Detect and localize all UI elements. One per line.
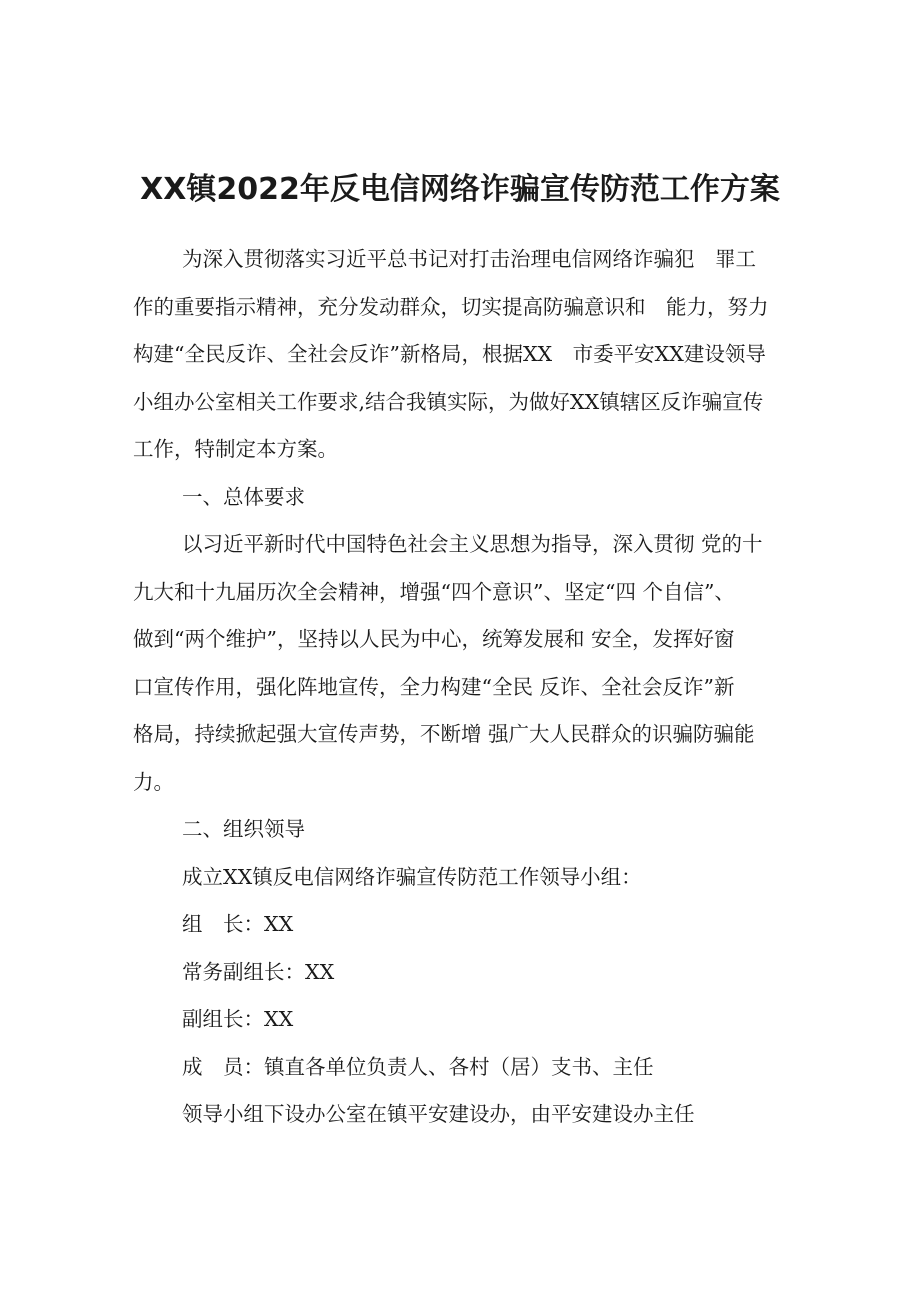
text-line: 小组办公室相关工作要求,结合我镇实际，为做好XX镇辖区反诈骗宣传: [133, 389, 764, 414]
text-line: 为深入贯彻落实习近平总书记对打击治理电信网络诈骗犯 罪工: [182, 247, 756, 271]
text-line: 工作，特制定本方案。: [133, 437, 338, 461]
text-line: 九大和十九届历次全会精神，增强“四个意识”、坚定“四 个自信”、: [133, 579, 735, 604]
executive-deputy-leader-line: 常务副组长：XX: [182, 959, 335, 984]
text-line: 作的重要指示精神，充分发动群众，切实提高防骗意识和 能力，努力: [133, 294, 769, 319]
intro-paragraph: [133, 236, 793, 474]
deputy-leader-line: 副组长：XX: [182, 1007, 294, 1031]
text-line: 力。: [133, 769, 174, 794]
document-body: [133, 236, 793, 1139]
section-heading-organization: 二、组织领导: [182, 817, 305, 841]
leadership-group-line: 成立XX镇反电信网络诈骗宣传防范工作领导小组：: [182, 864, 642, 889]
section-heading-general-requirements: 一、总体要求: [182, 484, 305, 509]
document-title: XX镇2022年反电信网络诈骗宣传防范工作方案: [140, 172, 780, 207]
members-line: 成 员：镇直各单位负责人、各村（居）支书、主任: [182, 1054, 654, 1079]
text-line: 做到“两个维护”，坚持以人民为中心，统筹发展和 安全，发挥好窗: [133, 627, 735, 651]
text-line: 构建“全民反诈、全社会反诈”新格局，根据XX 市委平安XX建设领导: [133, 342, 766, 366]
group-leader-line: 组 长：XX: [182, 912, 294, 936]
text-line: 格局，持续掀起强大宣传声势，不断增 强广大人民群众的识骗防骗能: [133, 722, 755, 746]
office-line: 领导小组下设办公室在镇平安建设办，由平安建设办主任: [182, 1102, 695, 1126]
text-line: 口宣传作用，强化阵地宣传，全力构建“全民 反诈、全社会反诈”新: [133, 674, 735, 699]
text-line: 以习近平新时代中国特色社会主义思想为指导，深入贯彻 党的十: [182, 532, 763, 556]
general-requirements-paragraph: [133, 521, 793, 806]
